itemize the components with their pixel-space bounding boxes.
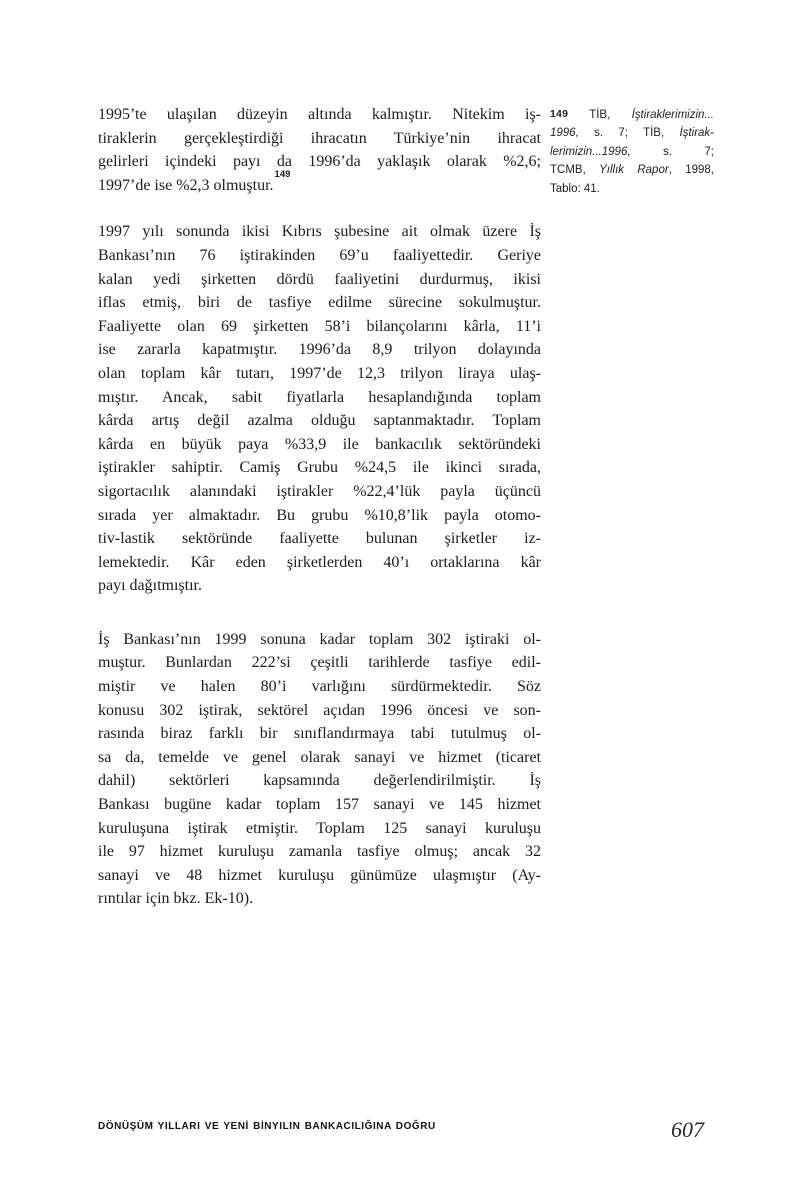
text-line: 1997’de ise %2,3 olmuştur.$^{149}$ — [98, 169, 291, 194]
text-line: lemektedir. Kâr eden şirketlerden 40’ı ortaklarına kâr — [98, 553, 541, 571]
text-line: muştur. Bunlardan 222’si çeşitli tarihlerde tasfiye edil- — [98, 654, 541, 672]
text-line: gelirleri içindeki payı da 1996’da yaklaşık olarak %2,6; — [98, 153, 541, 171]
sidebar-footnote-149 — [550, 106, 714, 198]
text-line: İş Bankası’nın 1999 sonuna kadar toplam 302 iştiraki ol- — [98, 630, 541, 648]
text-line: iflas etmiş, biri de tasfiye edilme sürecine sokulmuştur. — [98, 294, 541, 312]
text-line: rıntılar için bkz. Ek-10). — [98, 890, 254, 908]
footnote-line: lerimizin...1996, s. 7; — [550, 145, 714, 158]
footnote-reference-marker: 149 — [274, 169, 291, 181]
text-line: Bankası bugüne kadar toplam 157 sanayi ve 145 hizmet — [98, 796, 541, 814]
text-line: konusu 302 iştirak, sektörel açıdan 1996 öncesi ve son- — [98, 701, 541, 719]
text-line: kârda artış değil azalma olduğu saptanmaktadır. Toplam — [98, 412, 541, 430]
text-line: tiv-lastik sektöründe faaliyette bulunan şirketler iz- — [98, 530, 541, 548]
text-line: kârda en büyük paya %33,9 ile bankacılık sektöründeki — [98, 435, 541, 453]
text-line: dahil) sektörleri kapsamında değerlendirilmiştir. İş — [98, 772, 541, 790]
text-line: mıştır. Ancak, sabit fiyatlarla hesaplandığında toplam — [98, 388, 541, 406]
footer-running-title: DÖNÜŞÜM YILLARI VE YENİ BİNYILIN BANKACILIĞINA DOĞRU — [98, 1121, 436, 1132]
footnote-line: 1996, s. 7; TİB, İştirak- — [550, 127, 714, 140]
text-line: ise zararla kapatmıştır. 1996’da 8,9 trilyon dolayında — [98, 341, 541, 359]
text-line: kuruluşuna iştirak etmiştir. Toplam 125 sanayi kuruluşu — [98, 819, 541, 837]
footnote-line: TCMB, Yıllık Rapor, 1998, — [550, 164, 714, 177]
text-line: 1995’te ulaşılan düzeyin altında kalmıştır. Nitekim iş- — [98, 106, 541, 123]
text-line: miştir ve halen 80’i varlığını sürdürmektedir. Söz — [98, 678, 541, 696]
paragraph-1997-subsidiaries — [98, 220, 541, 598]
text-line: 1997 yılı sonunda ikisi Kıbrıs şubesine ait olmak üzere İş — [98, 223, 541, 241]
text-line: sanayi ve 48 hizmet kuruluşu günümüze ulaşmıştır (Ay- — [98, 866, 541, 884]
text-line: kalan yedi şirketten dördü faaliyetini durdurmuş, ikisi — [98, 270, 541, 288]
text-line: sa da, temelde ve genel olarak sanayi ve hizmet (ticaret — [98, 748, 541, 766]
text-line: ile 97 hizmet kuruluşu zamanla tasfiye olmuş; ancak 32 — [98, 843, 541, 861]
page-number: 607 — [671, 1117, 704, 1142]
text-line: payı dağıtmıştır. — [98, 577, 202, 595]
text-line: rasında biraz farklı bir sınıflandırmaya tabi tutulmuş ol- — [98, 725, 541, 743]
footnote-text — [550, 106, 714, 198]
text-line: tiraklerin gerçekleştirdiği ihracatın Türkiye’nin ihracat — [98, 129, 541, 147]
text-line: olan toplam kâr tutarı, 1997’de 12,3 trilyon liraya ulaş- — [98, 364, 541, 382]
footnote-line: 149 TİB, İştiraklerimizin... — [550, 107, 714, 121]
text-line: sırada yer almaktadır. Bu grubu %10,8’lik payla otomo- — [98, 506, 541, 524]
text-line: Bankası’nın 76 iştirakinden 69’u faaliyettedir. Geriye — [98, 246, 541, 264]
text-line: Faaliyette olan 69 şirketten 58’i bilançolarını kârla, 11’i — [98, 317, 541, 335]
paragraph-exports-share — [98, 103, 541, 197]
text-line: sigortacılık alanındaki iştirakler %22,4’lük payla üçüncü — [98, 482, 541, 500]
paragraph-302-subsidiaries — [98, 628, 541, 911]
main-text-column — [98, 103, 541, 911]
text-line: iştirakler sahiptir. Camiş Grubu %24,5 ile ikinci sırada, — [98, 459, 541, 477]
footnote-line: Tablo: 41. — [550, 182, 600, 195]
